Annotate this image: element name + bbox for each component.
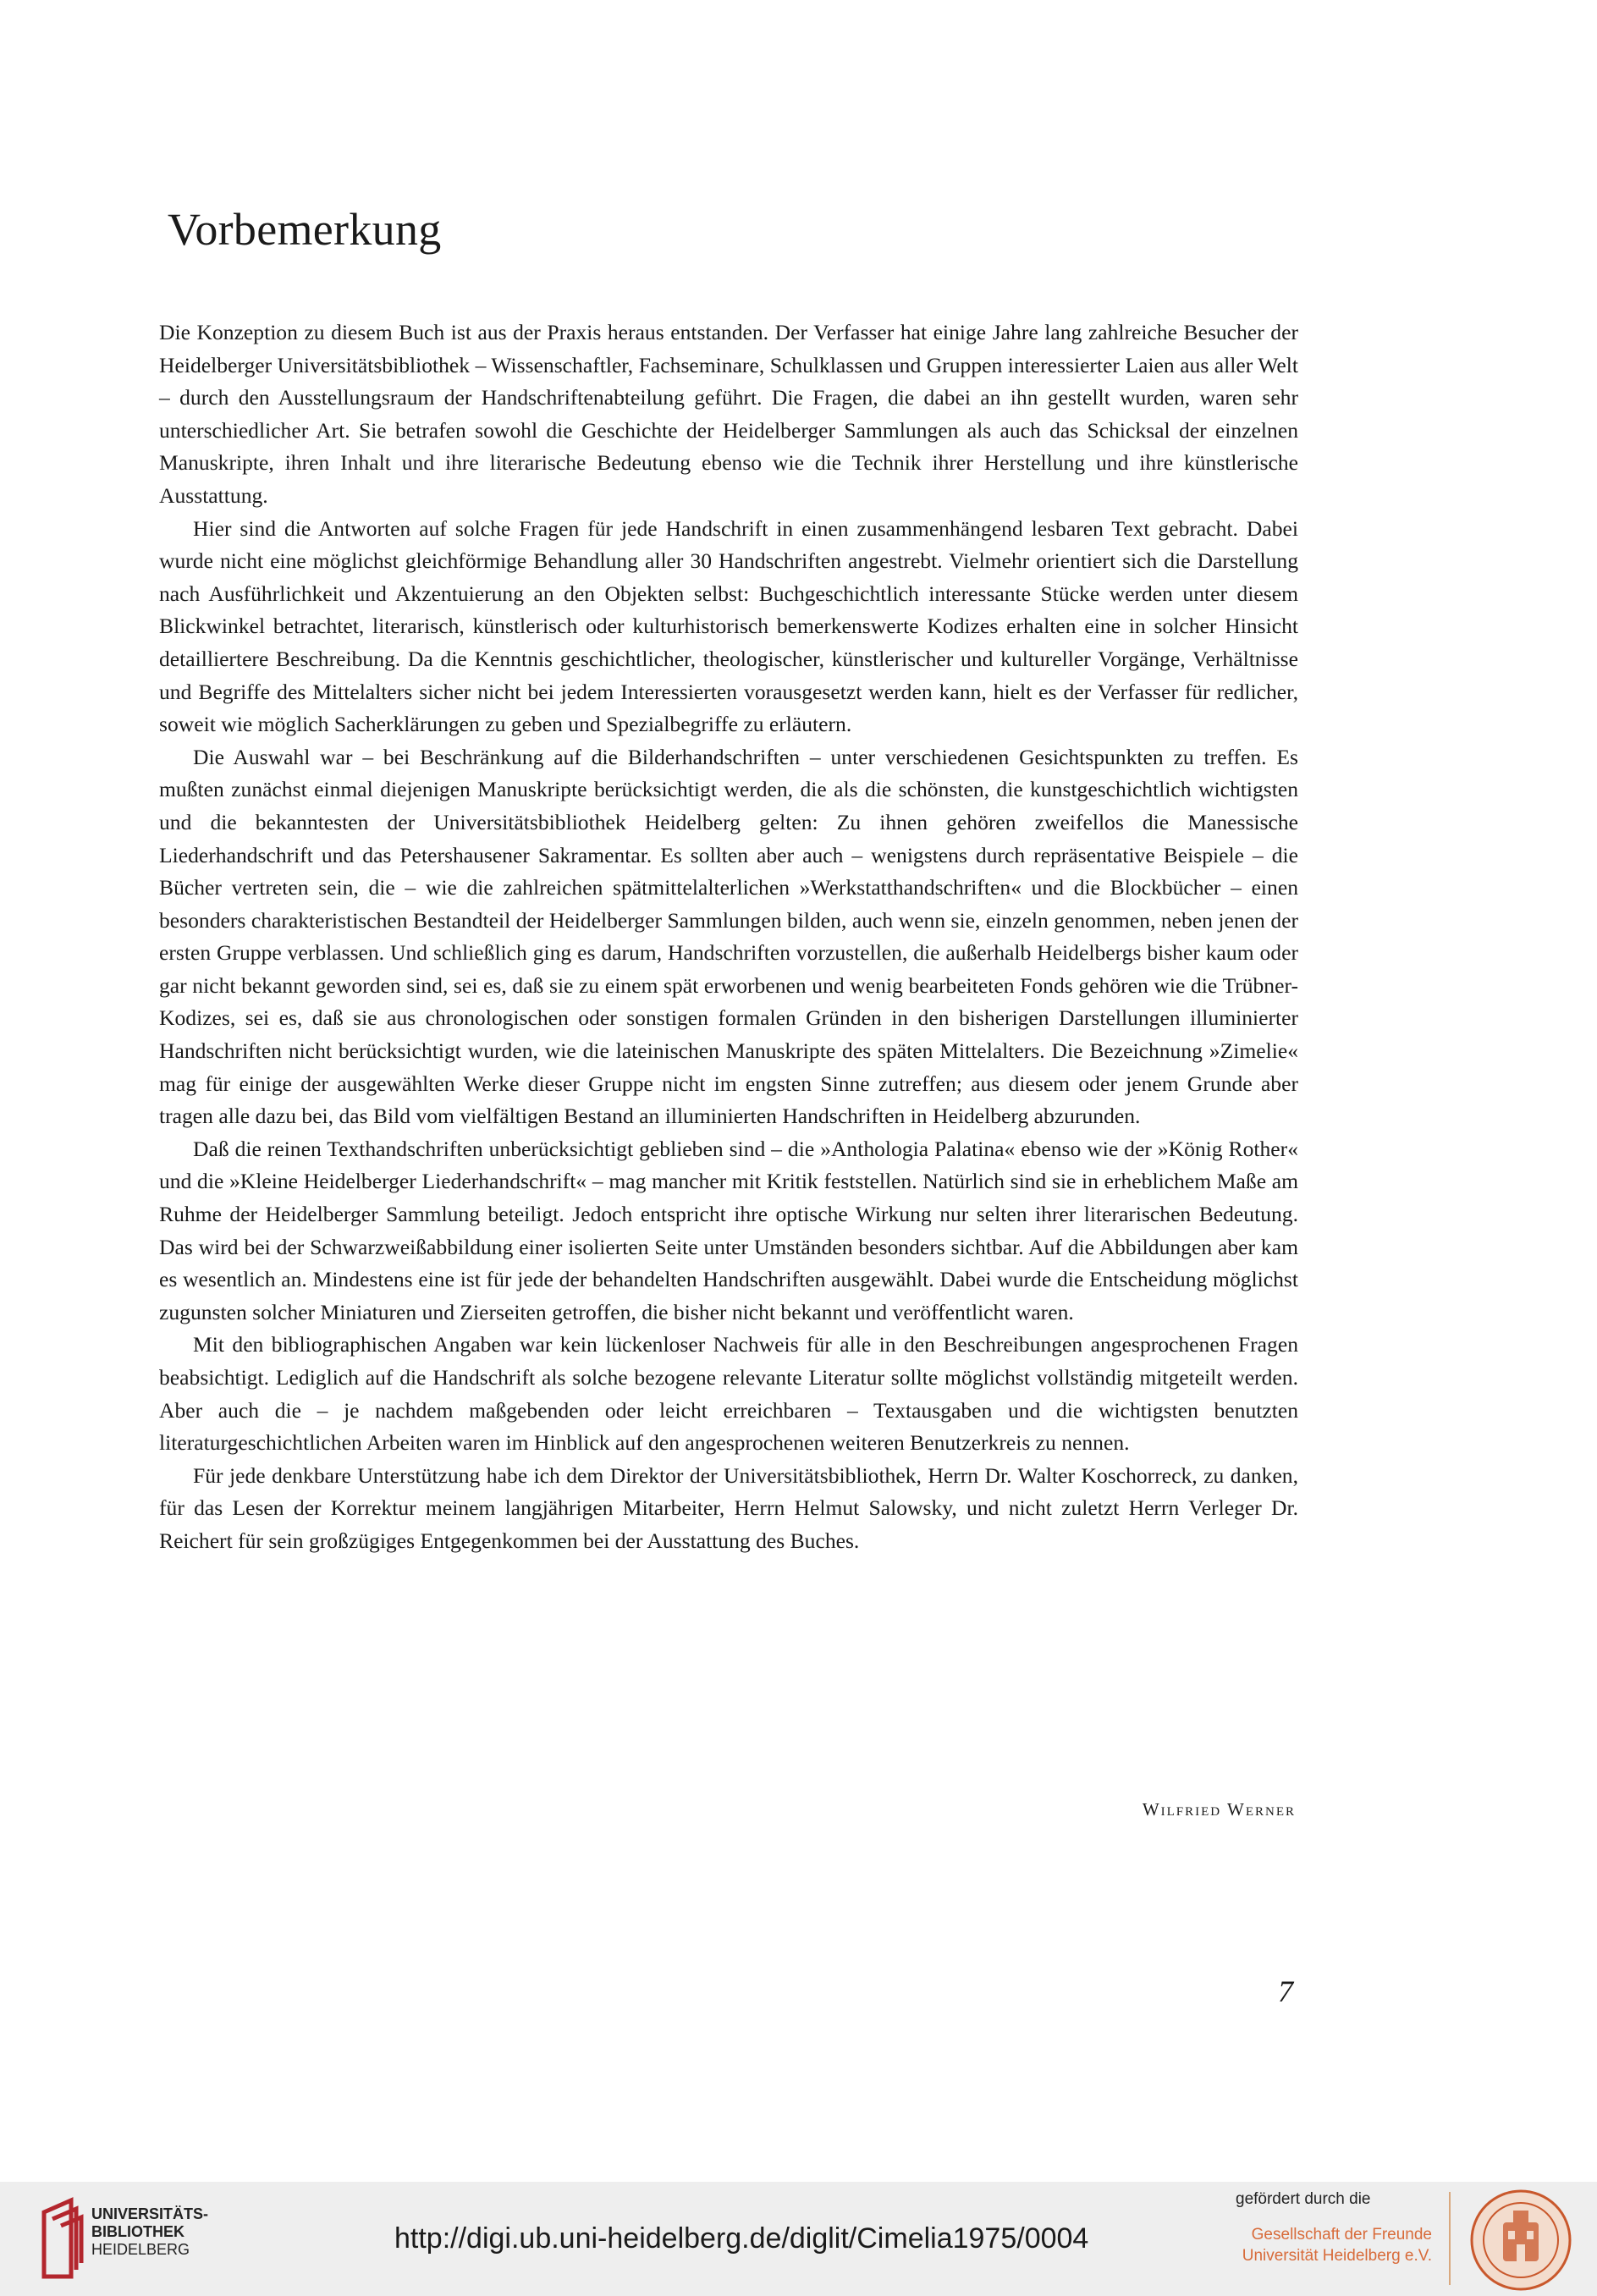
sponsor-society[interactable] bbox=[1236, 2224, 1432, 2266]
society-line-1: Gesellschaft der Freunde bbox=[1251, 2226, 1432, 2244]
page-number: 7 bbox=[1278, 1974, 1293, 2008]
paragraph-6: Für jede denkbare Unterstützung habe ich dem Direktor der Universitätsbibliothek, Herrn Dr. Walter Koschorreck, zu danken, für das Lesen der Korrektur meinem langjährigen Mitarbeiter, Herrn Helmut Salowsky, und nicht zuletzt Herrn Verleger Dr. Reichert für sein großzügiges Entgegenkommen bei der Ausstattung des Buches. bbox=[159, 1462, 1298, 1553]
library-name[interactable] bbox=[91, 2205, 208, 2259]
author-signature: Wilfried Werner bbox=[1142, 1799, 1296, 1820]
footer-divider bbox=[1449, 2192, 1451, 2285]
paragraph-3: Die Auswahl war – bei Beschränkung auf die Bilderhandschriften – unter verschiedenen Gesichtspunkten zu treffen. Es mußten zunächst einmal diejenigen Manuskripte berücksichtigt werden, die als die schönsten, die kunstgeschichtlich wichtigsten und die bekanntesten der Universitätsbibliothek Heidelberg gelten: Zu ihnen gehören zweifellos die Manessische Liederhandschrift und das Petershausener Sakramentar. Es sollten aber auch – wenigstens durch repräsentative Beispiele – die Bücher vertreten sein, die – wie die zahlreichen spätmittelalterlichen »Werkstatthandschriften« und die Blockbücher – einen besonders charakteristischen Bestandteil der Heidelberger Sammlungen bilden, auch wenn sie, einzeln genommen, neben jenen der ersten Gruppe verblassen. Und schließlich ging es darum, Handschriften vorzustellen, die außerhalb Heidelbergs bisher kaum oder gar nicht bekannt geworden sind, sei es, daß sie zu einem spät erworbenen und wenig bearbeiteten Fonds gehören wie die Trübner-Kodizes, sei es, daß sie aus chronologischen oder sonstigen formalen Gründen in den bisherigen Darstellungen illuminierter Handschriften nicht berücksichtigt wurden, wie die lateinischen Manuskripte des späten Mittelalters. Die Bezeichnung »Zimelie« mag für einige der ausgewählten Werke dieser Gruppe nicht im engsten Sinne zutreffen; aus diesem oder jenem Grunde aber tragen alle dazu bei, das Bild vom vielfältigen Bestand an illuminierten Handschriften in Heidelberg abzurunden. bbox=[159, 744, 1298, 1129]
paragraph-5: Mit den bibliographischen Angaben war kein lückenloser Nachweis für alle in den Beschreibungen angesprochenen Fragen beabsichtigt. Lediglich auf die Handschrift als solche bezogene relevante Literatur sollte möglichst vollständig mitgeteilt werden. Aber auch die – je nachdem maßgebenden oder leicht erreichbaren – Textausgaben und die wichtigsten benutzten literaturgeschichtlichen Arbeiten waren im Hinblick auf den angesprochenen weiteren Benutzerkreis zu nennen. bbox=[159, 1332, 1298, 1456]
body-text bbox=[159, 317, 1298, 1558]
society-line-2: Universität Heidelberg e.V. bbox=[1242, 2247, 1432, 2265]
paragraph-2: Hier sind die Antworten auf solche Fragen für jede Handschrift in einen zusammenhängend lesbaren Text gebracht. Dabei wurde nicht eine möglichst gleichförmige Behandlung aller 30 Handschriften angestrebt. Vielmehr orientiert sich die Darstellung nach Ausführlichkeit und Akzentuierung an den Objekten selbst: Buchgeschichtlich interessante Stücke werden unter diesem Blickwinkel betrachtet, literarisch, künstlerisch oder kulturhistorisch bemerkenswerte Kodizes erhalten eine in solcher Hinsicht detailliertere Beschreibung. Da die Kenntnis geschichtlicher, theologischer, künstlerischer und kultureller Vorgänge, Verhältnisse und Begriffe des Mittelalters sicher nicht bei jedem Interessierten vorausgesetzt werden kann, hielt es der Verfasser für redlicher, soweit wie möglich Sacherklärungen zu geben und Spezialbegriffe zu erläutern. bbox=[159, 515, 1298, 737]
page-title: Vorbemerkung bbox=[168, 204, 442, 255]
document-url-link[interactable]: http://digi.ub.uni-heidelberg.de/diglit/Cimelia1975/0004 bbox=[394, 2222, 1089, 2255]
paragraph-1: Die Konzeption zu diesem Buch ist aus der Praxis heraus entstanden. Der Verfasser hat einige Jahre lang zahlreiche Besucher der Heidelberger Universitätsbibliothek – Wissenschaftler, Fachseminare, Schulklassen und Gruppen interessierter Laien aus aller Welt – durch den Ausstellungsraum der Handschriftenabteilung geführt. Die Fragen, die dabei an ihn gestellt wurden, waren sehr unterschiedlicher Art. Sie betrafen sowohl die Geschichte der Heidelberger Sammlungen als auch das Schicksal der einzelnen Manuskripte, ihren Inhalt und ihre literarische Bedeutung ebenso wie die Technik ihrer Herstellung und ihre künstlerische Ausstattung. bbox=[159, 320, 1298, 508]
sponsor-label: gefördert durch die bbox=[1236, 2190, 1371, 2208]
library-name-line-1: UNIVERSITÄTS- bbox=[91, 2205, 209, 2222]
paragraph-4: Daß die reinen Texthandschriften unberücksichtigt geblieben sind – die »Anthologia Palatina« ebenso wie der »König Rother« und die »Kleine Heidelberger Liederhandschrift« – mag mancher mit Kritik feststellen. Natürlich sind sie in erheblichem Maße am Ruhme der Heidelberger Sammlung beteiligt. Jedoch entspricht ihre optische Wirkung nur selten ihrer literarischen Bedeutung. Das wird bei der Schwarzweißabbildung einer isolierten Seite unter Umständen besonders sichtbar. Auf die Abbildungen aber kam es wesentlich an. Mindestens eine ist für jede der behandelten Handschriften ausgewählt. Dabei wurde die Entscheidung möglichst zugunsten solcher Miniaturen und Zierseiten getroffen, die bisher nicht bekannt und veröffentlicht waren. bbox=[159, 1136, 1298, 1324]
university-seal-icon[interactable] bbox=[1469, 2189, 1572, 2292]
library-name-line-3: HEIDELBERG bbox=[91, 2241, 190, 2258]
library-name-line-2: BIBLIOTHEK bbox=[91, 2223, 184, 2240]
footer-bar bbox=[0, 2182, 1597, 2296]
